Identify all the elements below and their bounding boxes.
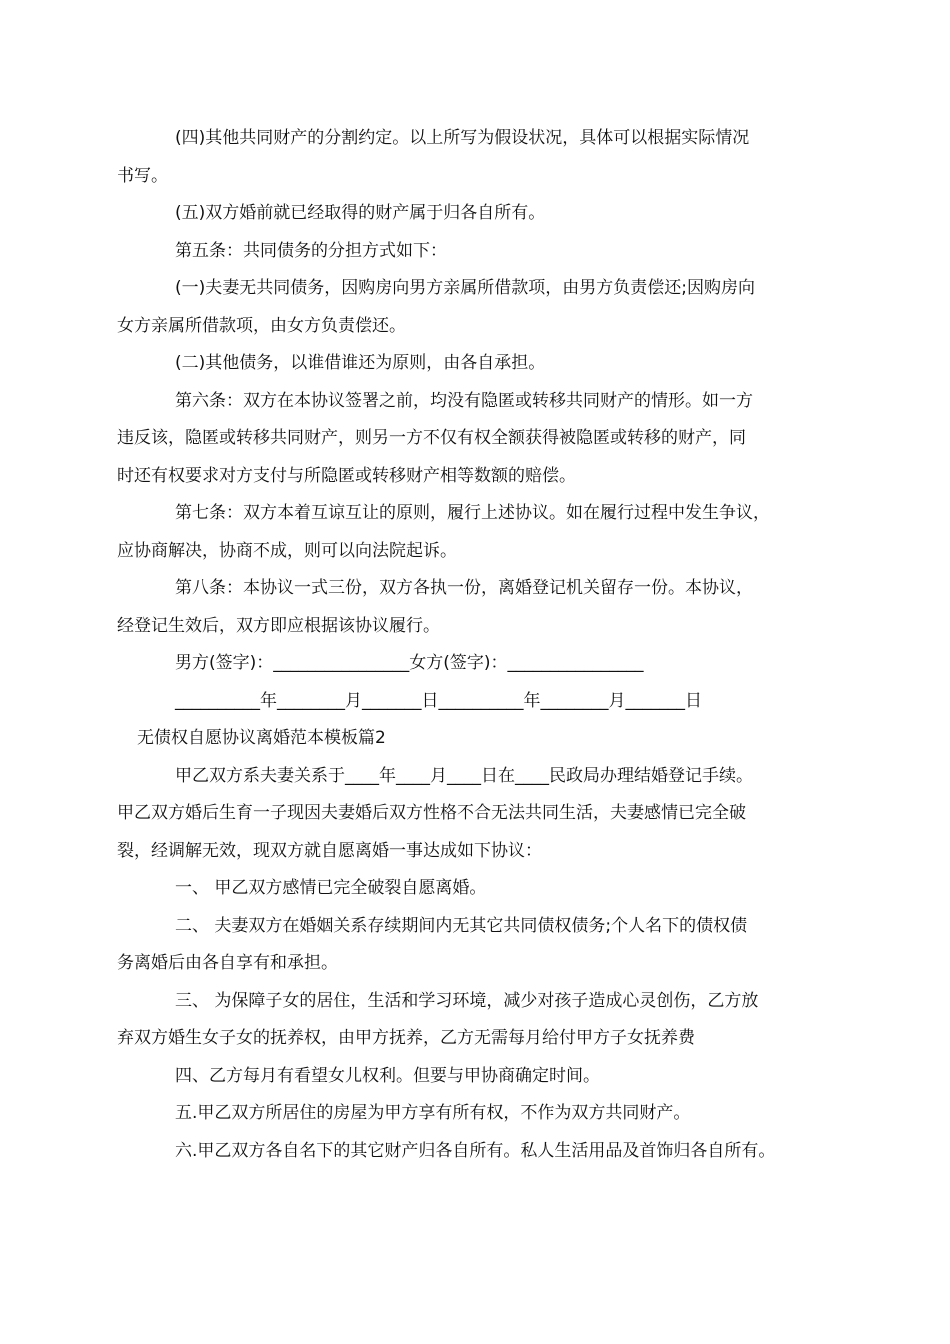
intro-line-1: 甲乙双方系夫妻关系于____年____月____日在____民政局办理结婚登记手续。 xyxy=(175,765,753,786)
intro-line-3: 裂，经调解无效，现双方就自愿离婚一事达成如下协议： xyxy=(117,840,542,861)
signature-line: 男方(签字)：________________女方(签字)：________________ xyxy=(175,653,644,673)
clause-5-1-line-1: (一)夫妻无共同债务，因购房向男方亲属所借款项，由男方负责偿还;因购房向 xyxy=(175,278,755,298)
item-3-line-2: 弃双方婚生女子女的抚养权，由甲方抚养，乙方无需每月给付甲方子女抚养费 xyxy=(117,1028,695,1048)
document-body xyxy=(117,120,837,1170)
item-1: 一、 甲乙双方感情已完全破裂自愿离婚。 xyxy=(175,878,487,898)
article-8-line-2: 经登记生效后，双方即应根据该协议履行。 xyxy=(117,615,440,636)
item-5: 五.甲乙双方所居住的房屋为甲方享有所有权，不作为双方共同财产。 xyxy=(175,1103,691,1123)
clause-4-4-line-2: 书写。 xyxy=(117,165,168,186)
clause-4-5: (五)双方婚前就已经取得的财产属于归各自所有。 xyxy=(175,203,546,223)
item-4: 四、乙方每月有看望女儿权利。但要与甲协商确定时间。 xyxy=(175,1065,600,1086)
intro-line-2: 甲乙双方婚后生育一子现因夫妻婚后双方性格不合无法共同生活，夫妻感情已完全破 xyxy=(117,803,746,823)
item-2-line-1: 二、 夫妻双方在婚姻关系存续期间内无其它共同债权债务;个人名下的债权债 xyxy=(175,915,748,936)
clause-5-1-line-2: 女方亲属所借款项，由女方负责偿还。 xyxy=(117,315,406,336)
article-8-line-1: 第八条：本协议一式三份，双方各执一份，离婚登记机关留存一份。本协议， xyxy=(175,578,753,598)
article-6-line-3: 时还有权要求对方支付与所隐匿或转移财产相等数额的赔偿。 xyxy=(117,465,576,486)
article-5-heading: 第五条：共同债务的分担方式如下： xyxy=(175,240,447,261)
article-6-line-1: 第六条：双方在本协议签署之前，均没有隐匿或转移共同财产的情形。如一方 xyxy=(175,390,753,411)
item-3-line-1: 三、 为保障子女的居住，生活和学习环境，减少对孩子造成心灵创伤，乙方放 xyxy=(175,990,759,1011)
article-7-line-2: 应协商解决，协商不成，则可以向法院起诉。 xyxy=(117,540,457,561)
clause-4-4-line-1: (四)其他共同财产的分割约定。以上所写为假设状况，具体可以根据实际情况 xyxy=(175,128,750,148)
section-title: 无债权自愿协议离婚范本模板篇2 xyxy=(137,728,386,748)
item-2-line-2: 务离婚后由各自享有和承担。 xyxy=(117,953,338,973)
date-line: __________年________月_______日__________年________月_______日 xyxy=(175,690,702,711)
clause-5-2: (二)其他债务，以谁借谁还为原则，由各自承担。 xyxy=(175,353,546,373)
article-6-line-2: 违反该，隐匿或转移共同财产，则另一方不仅有权全额获得被隐匿或转移的财产，同 xyxy=(117,428,746,448)
article-7-line-1: 第七条：双方本着互谅互让的原则，履行上述协议。如在履行过程中发生争议， xyxy=(175,503,770,523)
item-6: 六.甲乙双方各自名下的其它财产归各自所有。私人生活用品及首饰归各自所有。 xyxy=(175,1140,776,1161)
